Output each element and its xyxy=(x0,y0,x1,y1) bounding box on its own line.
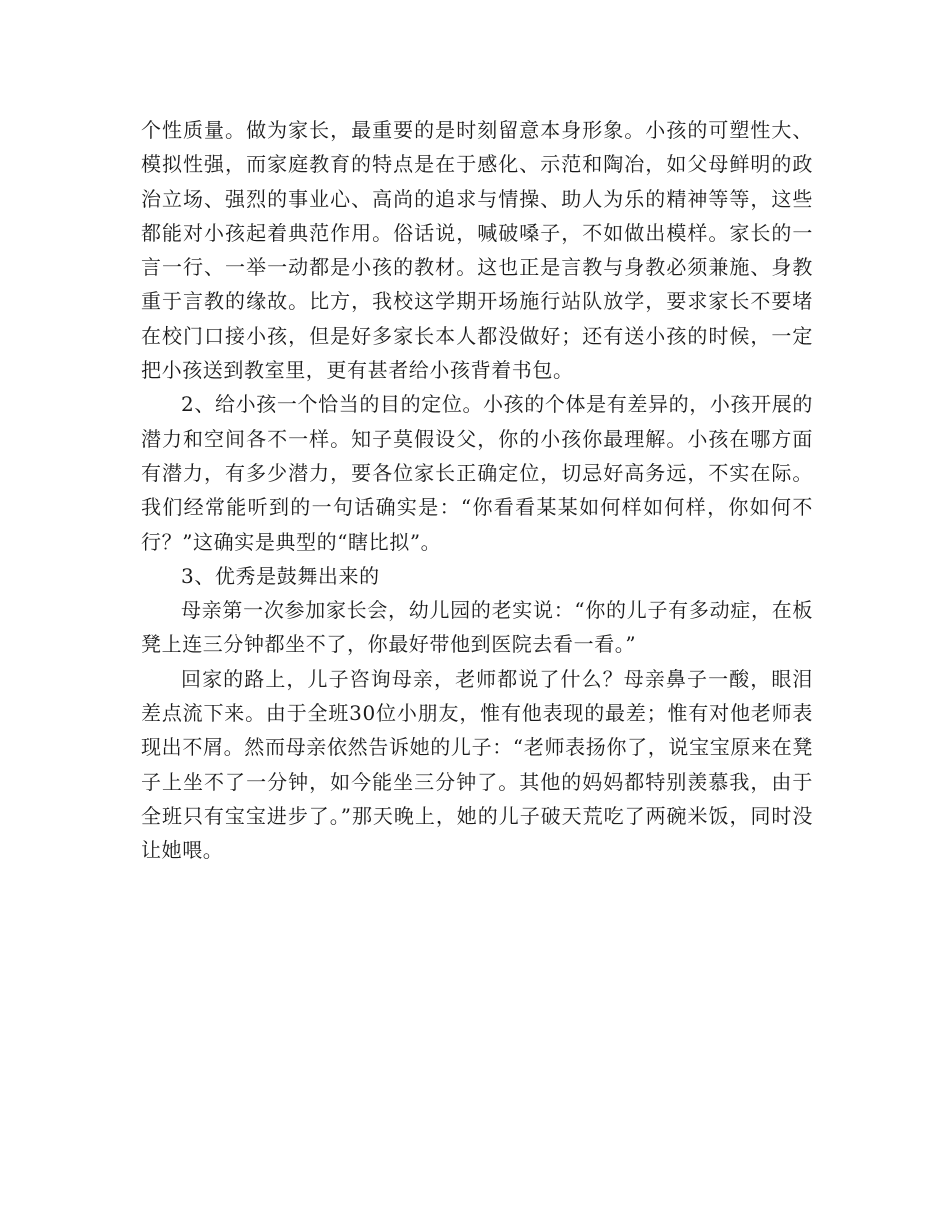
paragraph-continued: 个性质量。做为家长，最重要的是时刻留意本身形象。小孩的可塑性大、模拟性强，而家庭教育的特点是在于感化、示范和陶冶，如父母鲜明的政治立场、强烈的事业心、高尚的追求与情操、助人为乐的精神等等，这些都能对小孩起着典范作用。俗话说，喊破嗓子，不如做出模样。家长的一言一行、一举一动都是小孩的教材。这也正是言教与身教必须兼施、身教重于言教的缘故。比方，我校这学期开场施行站队放学，要求家长不要堵在校门口接小孩，但是好多家长本人都没做好；还有送小孩的时候，一定把小孩送到教室里，更有甚者给小孩背着书包。 xyxy=(141,118,813,383)
paragraph-parent-meeting: 母亲第一次参加家长会，幼儿园的老实说：“你的儿子有多动症，在板凳上连三分钟都坐不了，你最好带他到医院去看一看。” xyxy=(141,598,813,657)
document-body xyxy=(141,113,813,868)
paragraph-way-home: 回家的路上，儿子咨询母亲，老师都说了什么？母亲鼻子一酸，眼泪差点流下来。由于全班30位小朋友，惟有他表现的最差；惟有对他老师表现出不屑。然而母亲依然告诉她的儿子：“老师表扬你了，说宝宝原来在凳子上坐不了一分钟，如今能坐三分钟了。其他的妈妈都特别羡慕我，由于全班只有宝宝进步了。”那天晚上，她的儿子破天荒吃了两碗米饭，同时没让她喂。 xyxy=(141,666,813,863)
section-heading-encouragement: 3、优秀是鼓舞出来的 xyxy=(181,563,380,588)
paragraph-goal-positioning: 2、给小孩一个恰当的目的定位。小孩的个体是有差异的，小孩开展的潜力和空间各不一样。知子莫假设父，你的小孩你最理解。小孩在哪方面有潜力，有多少潜力，要各位家长正确定位，切忌好高务远，不实在际。我们经常能听到的一句话确实是：“你看看某某如何样如何样，你如何不行？”这确实是典型的“瞎比拟”。 xyxy=(141,392,813,554)
